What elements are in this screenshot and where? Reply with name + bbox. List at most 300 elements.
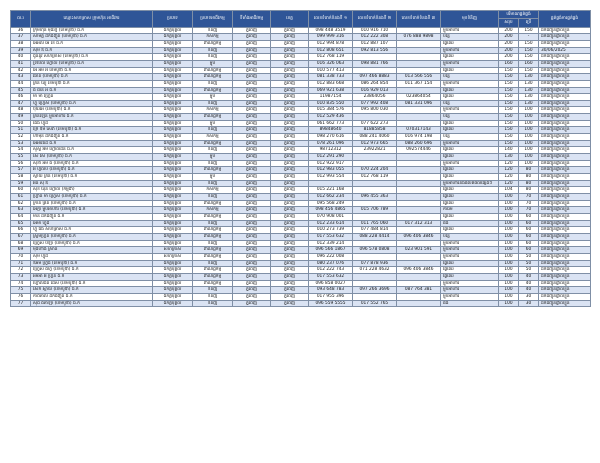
cell-phone2[interactable]: 077 622 273 xyxy=(353,120,397,127)
cell-phone1[interactable]: 98712312 xyxy=(309,147,353,154)
cell-phone3[interactable] xyxy=(397,67,441,74)
table-row[interactable] xyxy=(11,233,591,240)
cell-phone3[interactable] xyxy=(397,293,441,300)
cell-type[interactable]: ឯកត្តបុគ្គល xyxy=(153,80,193,87)
cell-qty-a[interactable]: 150 xyxy=(499,87,519,94)
cell-phone3[interactable]: 023 901 591 xyxy=(397,247,441,254)
cell-phone1[interactable]: 061 662 773 xyxy=(309,120,353,127)
cell-no[interactable]: 56 xyxy=(11,160,31,167)
cell-qty-a[interactable]: 120 xyxy=(499,167,519,174)
cell-note[interactable]: ដឹកជញ្ជូនផ្ទាល់ខ្លួន xyxy=(539,80,591,87)
cell-qty-b[interactable]: 100 xyxy=(519,107,539,114)
cell-phone3[interactable] xyxy=(397,27,441,34)
cell-sector[interactable]: ទំនិញ xyxy=(193,240,233,247)
cell-name[interactable]: ហ្វ្រេស ធីហ្វី (ខេមបូឌា) ឯ.ក xyxy=(31,267,153,274)
cell-district[interactable]: ភ្នំពេញ xyxy=(233,127,271,134)
cell-phone2[interactable]: 012 973 665 xyxy=(353,140,397,147)
cell-phone1[interactable]: 012 883 668 xyxy=(309,80,353,87)
cell-note[interactable]: ដឹកជញ្ជូនផ្ទាល់ខ្លួន xyxy=(539,194,591,201)
cell-note[interactable]: ដឹកជញ្ជូនផ្ទាល់ខ្លួន xyxy=(539,74,591,81)
cell-location[interactable]: ភ្នំពេញ xyxy=(271,280,309,287)
cell-note[interactable]: ដឹកជញ្ជូនផ្ទាល់ខ្លួន xyxy=(539,27,591,34)
table-row[interactable] xyxy=(11,253,591,260)
cell-district[interactable]: ភ្នំពេញ xyxy=(233,40,271,47)
cell-sector[interactable]: ពាណិជ្ជកម្ម xyxy=(193,253,233,260)
cell-phone3[interactable]: 017 312 313 xyxy=(397,220,441,227)
cell-qty-b[interactable]: 130 xyxy=(519,94,539,101)
cell-sector[interactable]: ទំនិញ xyxy=(193,47,233,54)
cell-name[interactable]: ម៉ុងហ៊ាង ស្រ៊ាន់ xyxy=(31,247,153,254)
cell-no[interactable]: 75 xyxy=(11,287,31,294)
table-row[interactable] xyxy=(11,67,591,74)
cell-name[interactable]: សាមគ្គី ដឹកជញ្ជូន (ខេមបូឌា) ឯ.ក xyxy=(31,34,153,41)
cell-note[interactable]: ដឹកជញ្ជូនផ្ទាល់ខ្លួន xyxy=(539,180,591,187)
cell-sector[interactable]: ពាណិជ្ជកម្ម xyxy=(193,267,233,274)
cell-location[interactable]: ភ្នំពេញ xyxy=(271,114,309,121)
cell-district[interactable]: ភ្នំពេញ xyxy=(233,94,271,101)
cell-phone2[interactable]: 017 552 765 xyxy=(353,300,397,307)
cell-phone3[interactable] xyxy=(397,213,441,220)
cell-qty-b[interactable]: 80 xyxy=(519,187,539,194)
cell-product[interactable]: ម្ហូបអាហារ xyxy=(441,280,499,287)
cell-sector[interactable]: ពាណិជ្ជកម្ម xyxy=(193,233,233,240)
cell-sector[interactable]: ទំនិញ xyxy=(193,180,233,187)
cell-phone1[interactable]: 098 456 4865 xyxy=(309,207,353,214)
cell-type[interactable]: ឯកត្តបុគ្គល xyxy=(153,287,193,294)
cell-no[interactable]: 71 xyxy=(11,260,31,267)
cell-sector[interactable]: ម្ហូប xyxy=(193,120,233,127)
cell-sector[interactable]: កសិកម្ម xyxy=(193,107,233,114)
cell-location[interactable]: ភ្នំពេញ xyxy=(271,167,309,174)
cell-product[interactable]: ផ្លែឈើ xyxy=(441,167,499,174)
cell-location[interactable]: ភ្នំពេញ xyxy=(271,40,309,47)
cell-note[interactable]: ដឹកជញ្ជូនផ្ទាល់ខ្លួន xyxy=(539,114,591,121)
cell-sector[interactable]: ទំនិញ xyxy=(193,160,233,167)
cell-location[interactable]: ភ្នំពេញ xyxy=(271,207,309,214)
cell-location[interactable]: ភ្នំពេញ xyxy=(271,213,309,220)
cell-type[interactable]: ឯកត្តបុគ្គល xyxy=(153,180,193,187)
table-row[interactable] xyxy=(11,160,591,167)
table-row[interactable] xyxy=(11,87,591,94)
cell-type[interactable]: ឯកត្តបុគ្គល xyxy=(153,147,193,154)
cell-note[interactable]: ដឹកជញ្ជូនផ្ទាល់ខ្លួន xyxy=(539,140,591,147)
col-qty-group[interactable]: បរិមាណផ្គត់ផ្គង់ xyxy=(499,11,539,19)
table-row[interactable] xyxy=(11,293,591,300)
cell-district[interactable]: ភ្នំពេញ xyxy=(233,74,271,81)
cell-note[interactable]: ដឹកជញ្ជូនផ្ទាល់ខ្លួន xyxy=(539,160,591,167)
cell-phone3[interactable]: 076 888 9898 xyxy=(397,34,441,41)
cell-type[interactable]: ឯកត្តបុគ្គល xyxy=(153,167,193,174)
cell-sector[interactable]: ពាណិជ្ជកម្ម xyxy=(193,167,233,174)
cell-location[interactable]: ភ្នំពេញ xyxy=(271,220,309,227)
cell-type[interactable]: ឯកត្តបុគ្គល xyxy=(153,87,193,94)
cell-note[interactable]: ដឹកជញ្ជូនផ្ទាល់ខ្លួន xyxy=(539,260,591,267)
cell-phone2[interactable]: 077 992 408 xyxy=(353,100,397,107)
cell-note[interactable]: ដឹកជញ្ជូនផ្ទាល់ខ្លួន xyxy=(539,213,591,220)
cell-type[interactable]: ឯកត្តបុគ្គល xyxy=(153,34,193,41)
cell-product[interactable]: ផ្លែឈើ xyxy=(441,213,499,220)
table-row[interactable] xyxy=(11,107,591,114)
cell-no[interactable]: 60 xyxy=(11,187,31,194)
cell-no[interactable]: 48 xyxy=(11,107,31,114)
cell-phone1[interactable]: 010 835 550 xyxy=(309,100,353,107)
cell-name[interactable]: អ៊ី ហ្វីលីប (ខេមបូឌា) ឯ.ក xyxy=(31,167,153,174)
cell-name[interactable]: អេ អិម អ៊ី ខេមបូឌា ឯ.ក xyxy=(31,67,153,74)
cell-phone3[interactable] xyxy=(397,167,441,174)
cell-qty-a[interactable]: 100 xyxy=(499,227,519,234)
cell-qty-a[interactable]: 150 xyxy=(499,107,519,114)
cell-type[interactable]: ឯកត្តបុគ្គល xyxy=(153,273,193,280)
cell-name[interactable]: អេក្កា ម្ហូបអាហារ (ខេមបូឌា) ឯ.ក xyxy=(31,207,153,214)
cell-note[interactable]: ដឹកជញ្ជូនផ្ទាល់ខ្លួន xyxy=(539,253,591,260)
cell-no[interactable]: 63 xyxy=(11,207,31,214)
cell-note[interactable]: ដឹកជញ្ជូនផ្ទាល់ខ្លួន xyxy=(539,220,591,227)
cell-location[interactable]: ភ្នំពេញ xyxy=(271,140,309,147)
cell-phone1[interactable]: 080 237 076 xyxy=(309,260,353,267)
cell-qty-b[interactable]: 80 xyxy=(519,174,539,181)
cell-name[interactable]: ហាមុនី ដឹកជញ្ជូន ឯ.ក xyxy=(31,134,153,141)
cell-no[interactable]: 51 xyxy=(11,127,31,134)
cell-district[interactable]: ភ្នំពេញ xyxy=(233,140,271,147)
cell-name[interactable]: ស៊ីម ហ្វូដ xyxy=(31,253,153,260)
cell-phone2[interactable]: 095 800 030 xyxy=(353,107,397,114)
cell-type[interactable]: ឯកត្តបុគ្គល xyxy=(153,194,193,201)
cell-phone1[interactable]: 012 994 878 xyxy=(309,40,353,47)
cell-name[interactable]: ងេង ហ្វូដ xyxy=(31,120,153,127)
table-row[interactable] xyxy=(11,174,591,181)
cell-no[interactable]: 77 xyxy=(11,300,31,307)
cell-phone3[interactable] xyxy=(397,207,441,214)
cell-phone1[interactable]: 096 858 0027 xyxy=(309,280,353,287)
cell-name[interactable]: អ៊ិន ស៊ី ឌី xyxy=(31,180,153,187)
cell-no[interactable]: 73 xyxy=(11,273,31,280)
cell-qty-b[interactable]: - xyxy=(519,34,539,41)
cell-no[interactable]: 41 xyxy=(11,60,31,67)
table-row[interactable] xyxy=(11,47,591,54)
cell-district[interactable]: ភ្នំពេញ xyxy=(233,233,271,240)
cell-qty-a[interactable]: 150 xyxy=(499,67,519,74)
cell-sector[interactable]: ពាណិជ្ជកម្ម xyxy=(193,227,233,234)
cell-type[interactable]: ឯកត្តបុគ្គល xyxy=(153,67,193,74)
table-row[interactable] xyxy=(11,280,591,287)
cell-name[interactable]: សេ វីស (ខេមបូឌា) ឯ.ក xyxy=(31,154,153,161)
cell-type[interactable]: ឯកត្តបុគ្គល xyxy=(153,127,193,134)
table-row[interactable] xyxy=(11,127,591,134)
cell-phone2[interactable] xyxy=(353,114,397,121)
cell-phone2[interactable] xyxy=(353,273,397,280)
cell-qty-b[interactable]: 130 xyxy=(519,80,539,87)
cell-location[interactable]: ភ្នំពេញ xyxy=(271,54,309,61)
cell-phone2[interactable]: 088 241 4060 xyxy=(353,134,397,141)
cell-type[interactable]: ឯកត្តបុគ្គល xyxy=(153,187,193,194)
cell-location[interactable]: ភ្នំពេញ xyxy=(271,287,309,294)
cell-name[interactable]: ហ្គោលដិន ដេស (ខេមបូឌា) ឯ.ក xyxy=(31,280,153,287)
cell-phone1[interactable]: 017 553 632 xyxy=(309,233,353,240)
cell-product[interactable]: ផ្លែឈើ xyxy=(441,174,499,181)
table-row[interactable] xyxy=(11,60,591,67)
cell-sector[interactable]: ទំនិញ xyxy=(193,194,233,201)
table-row[interactable] xyxy=(11,147,591,154)
cell-qty-a[interactable]: 150 xyxy=(499,127,519,134)
cell-product[interactable]: ម្ហូបអាហារ xyxy=(441,253,499,260)
cell-qty-a[interactable]: 150 xyxy=(499,140,519,147)
cell-qty-b[interactable]: 100 xyxy=(519,160,539,167)
cell-no[interactable]: 53 xyxy=(11,140,31,147)
cell-phone3[interactable] xyxy=(397,54,441,61)
cell-phone1[interactable]: 010 577 413 xyxy=(309,67,353,74)
cell-note[interactable]: ដឹកជញ្ជូនផ្ទាល់ខ្លួន xyxy=(539,100,591,107)
cell-product[interactable]: ផង xyxy=(441,300,499,307)
cell-sector[interactable]: ទំនិញ xyxy=(193,147,233,154)
cell-phone1[interactable]: 012 339 214 xyxy=(309,240,353,247)
cell-name[interactable]: ធី ធាន អិ ឯ.ក xyxy=(31,87,153,94)
cell-qty-b[interactable]: 60 xyxy=(519,240,539,247)
cell-qty-b[interactable]: 60 xyxy=(519,227,539,234)
cell-sector[interactable]: ទំនិញ xyxy=(193,260,233,267)
cell-phone1[interactable]: 096 566 1867 xyxy=(309,247,353,254)
cell-no[interactable]: 67 xyxy=(11,233,31,240)
cell-phone2[interactable] xyxy=(353,280,397,287)
table-row[interactable] xyxy=(11,194,591,201)
cell-phone3[interactable] xyxy=(397,180,441,187)
table-row[interactable] xyxy=(11,154,591,161)
cell-product[interactable]: ម្ហូបអាហារ xyxy=(441,140,499,147)
cell-phone1[interactable]: 098 270 616 xyxy=(309,134,353,141)
cell-name[interactable]: ជូននូវ សហគ្រាស (ខេមបូឌា) ឯ.ក xyxy=(31,54,153,61)
cell-qty-b[interactable]: 150 xyxy=(519,40,539,47)
cell-phone1[interactable]: 012 808 651 xyxy=(309,47,353,54)
cell-phone2[interactable] xyxy=(353,54,397,61)
cell-district[interactable]: ភ្នំពេញ xyxy=(233,54,271,61)
cell-phone2[interactable]: 086 264 854 xyxy=(353,80,397,87)
cell-district[interactable]: ភ្នំពេញ xyxy=(233,154,271,161)
cell-no[interactable]: 37 xyxy=(11,34,31,41)
cell-qty-b[interactable]: 100 xyxy=(519,134,539,141)
cell-phone3[interactable] xyxy=(397,120,441,127)
cell-phone2[interactable]: 097 466 8883 xyxy=(353,74,397,81)
cell-product[interactable]: ផ្លែឈើ xyxy=(441,194,499,201)
table-row[interactable] xyxy=(11,187,591,194)
cell-phone2[interactable] xyxy=(353,154,397,161)
cell-qty-a[interactable]: 120 xyxy=(499,180,519,187)
cell-phone3[interactable] xyxy=(397,160,441,167)
cell-phone1[interactable]: 096 222 008 xyxy=(309,253,353,260)
cell-location[interactable]: ភ្នំពេញ xyxy=(271,100,309,107)
cell-phone1[interactable]: 069 921 638 xyxy=(309,87,353,94)
cell-note[interactable]: ដឹកជញ្ជូនផ្ទាល់ខ្លួន xyxy=(539,67,591,74)
cell-district[interactable]: ភ្នំពេញ xyxy=(233,167,271,174)
cell-note[interactable]: ដឹកជញ្ជូនផ្ទាល់ខ្លួន xyxy=(539,187,591,194)
cell-phone2[interactable] xyxy=(353,160,397,167)
cell-sector[interactable]: ពាណិជ្ជកម្ម xyxy=(193,273,233,280)
cell-location[interactable]: ភ្នំពេញ xyxy=(271,253,309,260)
cell-location[interactable]: ភ្នំពេញ xyxy=(271,107,309,114)
cell-district[interactable]: ភ្នំពេញ xyxy=(233,114,271,121)
cell-qty-b[interactable]: 40 xyxy=(519,280,539,287)
cell-district[interactable]: ភ្នំពេញ xyxy=(233,207,271,214)
cell-type[interactable]: ឯកត្តបុគ្គល xyxy=(153,160,193,167)
cell-type[interactable]: ឯកត្តបុគ្គល xyxy=(153,100,193,107)
cell-product[interactable]: ម្ហូបអាហារ xyxy=(441,47,499,54)
cell-type[interactable]: ឯកត្តបុគ្គល xyxy=(153,140,193,147)
cell-qty-a[interactable]: 100 xyxy=(499,253,519,260)
cell-qty-b[interactable]: 130 xyxy=(519,87,539,94)
cell-sector[interactable]: ទំនិញ xyxy=(193,80,233,87)
cell-qty-b[interactable]: 100 xyxy=(519,114,539,121)
cell-district[interactable]: ភ្នំពេញ xyxy=(233,120,271,127)
cell-qty-a[interactable]: 200 xyxy=(499,27,519,34)
cell-phone1[interactable]: 099 999 316 xyxy=(309,34,353,41)
cell-type[interactable]: ឯកត្តបុគ្គល xyxy=(153,300,193,307)
cell-no[interactable]: 68 xyxy=(11,240,31,247)
cell-qty-a[interactable]: 200 xyxy=(499,54,519,61)
cell-phone3[interactable]: 092574446 xyxy=(397,147,441,154)
cell-name[interactable]: អិមអា អ៊ី ហ្គ្រីន ឯ.ក xyxy=(31,273,153,280)
cell-note[interactable]: ដឹកជញ្ជូនផ្ទាល់ខ្លួន xyxy=(539,40,591,47)
cell-type[interactable]: ឯកត្តបុគ្គល xyxy=(153,114,193,121)
cell-qty-a[interactable]: 100 xyxy=(499,200,519,207)
cell-location[interactable]: ភ្នំពេញ xyxy=(271,240,309,247)
cell-no[interactable]: 54 xyxy=(11,147,31,154)
cell-qty-b[interactable]: 160 xyxy=(519,60,539,67)
table-row[interactable] xyxy=(11,227,591,234)
cell-district[interactable]: ភ្នំពេញ xyxy=(233,147,271,154)
cell-name[interactable]: ក្រាន់ គ្រីន (ខេមបូឌា) ឯ.ក xyxy=(31,200,153,207)
cell-sector[interactable]: ម្ហូប xyxy=(193,60,233,67)
cell-district[interactable]: ភ្នំពេញ xyxy=(233,213,271,220)
cell-phone2[interactable]: 016 929 013 xyxy=(353,87,397,94)
cell-qty-a[interactable]: 100 xyxy=(499,280,519,287)
cell-product[interactable]: ម្ហូបអាហារ xyxy=(441,160,499,167)
cell-name[interactable]: ឌីអឹម ហ្វ្រ៊ីដ (ខេមបូឌា) ឯ.ក xyxy=(31,260,153,267)
cell-qty-b[interactable]: 100 xyxy=(519,140,539,147)
cell-type[interactable]: ឯកត្តបុគ្គល xyxy=(153,74,193,81)
cell-district[interactable]: ភ្នំពេញ xyxy=(233,60,271,67)
cell-location[interactable]: ភ្នំពេញ xyxy=(271,147,309,154)
cell-district[interactable]: ភ្នំពេញ xyxy=(233,287,271,294)
cell-sector[interactable]: ពាណិជ្ជកម្ម xyxy=(193,114,233,121)
cell-qty-a[interactable]: 120 xyxy=(499,174,519,181)
cell-note[interactable]: ដឹកជញ្ជូនផ្ទាល់ខ្លួន xyxy=(539,134,591,141)
cell-phone3[interactable] xyxy=(397,174,441,181)
table-row[interactable] xyxy=(11,54,591,61)
cell-qty-a[interactable]: 100 xyxy=(499,267,519,274)
table-row[interactable] xyxy=(11,273,591,280)
cell-name[interactable]: ស៊ីម ឌី ឯ.ក xyxy=(31,47,153,54)
cell-phone3[interactable] xyxy=(397,253,441,260)
cell-location[interactable]: ភ្នំពេញ xyxy=(271,74,309,81)
cell-phone3[interactable]: 088 260 696 xyxy=(397,140,441,147)
cell-note[interactable]: ដឹកជញ្ជូនផ្ទាល់ខ្លួន xyxy=(539,174,591,181)
cell-phone1[interactable]: 015 221 168 xyxy=(309,187,353,194)
cell-qty-b[interactable]: 60 xyxy=(519,247,539,254)
cell-phone2[interactable]: 23864056 xyxy=(353,94,397,101)
cell-no[interactable]: 45 xyxy=(11,87,31,94)
cell-name[interactable]: ហ្គ្រាន ម៉ា ហ្វ្រេស (ខេមបូឌា) ឯ.ក xyxy=(31,194,153,201)
cell-phone1[interactable]: 012 291 290 xyxy=(309,154,353,161)
cell-qty-b[interactable]: 30 xyxy=(519,300,539,307)
cell-qty-b[interactable]: 70 xyxy=(519,194,539,201)
cell-phone2[interactable] xyxy=(353,187,397,194)
cell-location[interactable]: ភ្នំពេញ xyxy=(271,87,309,94)
cell-qty-a[interactable]: 100 xyxy=(499,233,519,240)
cell-product[interactable]: ផ្លែឈើ xyxy=(441,260,499,267)
cell-type[interactable]: ឯកត្តបុគ្គល xyxy=(153,54,193,61)
cell-product[interactable]: ផ្លែឈើ xyxy=(441,54,499,61)
cell-district[interactable]: ភ្នំពេញ xyxy=(233,107,271,114)
cell-product[interactable]: ម្ហូបអាហារ xyxy=(441,60,499,67)
cell-type[interactable]: ឯកត្តបុគ្គល xyxy=(153,120,193,127)
cell-note[interactable]: ដឹកជញ្ជូនផ្ទាល់ខ្លួន xyxy=(539,293,591,300)
cell-district[interactable]: ភ្នំពេញ xyxy=(233,253,271,260)
cell-location[interactable]: ភ្នំពេញ xyxy=(271,174,309,181)
cell-no[interactable]: 49 xyxy=(11,114,31,121)
cell-qty-a[interactable]: 140 xyxy=(499,147,519,154)
cell-district[interactable]: ភ្នំពេញ xyxy=(233,187,271,194)
cell-product[interactable]: ម្ហូបអាហារ xyxy=(441,27,499,34)
cell-sector[interactable]: ពាណិជ្ជកម្ម xyxy=(193,40,233,47)
cell-no[interactable]: 40 xyxy=(11,54,31,61)
cell-phone2[interactable]: 096 578 0808 xyxy=(353,247,397,254)
cell-type[interactable]: ឯកត្តបុគ្គល xyxy=(153,27,193,34)
cell-phone2[interactable]: 015 706 789 xyxy=(353,207,397,214)
cell-product[interactable]: ផ្លែឈើ xyxy=(441,273,499,280)
cell-qty-a[interactable]: 100 xyxy=(499,293,519,300)
cell-phone1[interactable]: 078 261 096 xyxy=(309,140,353,147)
cell-sector[interactable]: ពាណិជ្ជកម្ម xyxy=(193,200,233,207)
cell-type[interactable]: ឯកត្តបុគ្គល xyxy=(153,293,193,300)
cell-sector[interactable]: ទំនិញ xyxy=(193,100,233,107)
cell-name[interactable]: អេម៉ា ហ្វូដ xyxy=(31,220,153,227)
table-row[interactable] xyxy=(11,240,591,247)
cell-district[interactable]: ភ្នំពេញ xyxy=(233,80,271,87)
cell-district[interactable]: ភ្នំពេញ xyxy=(233,267,271,274)
cell-district[interactable]: ភ្នំពេញ xyxy=(233,260,271,267)
cell-name[interactable]: អេអិល អេ ខេ ឯ.ក xyxy=(31,40,153,47)
table-row[interactable] xyxy=(11,40,591,47)
cell-phone1[interactable]: 012 662 234 xyxy=(309,194,353,201)
cell-phone1[interactable]: 081 338 733 xyxy=(309,74,353,81)
cell-location[interactable]: ភ្នំពេញ xyxy=(271,233,309,240)
cell-note[interactable]: 30/06/2025 xyxy=(539,47,591,54)
cell-phone2[interactable] xyxy=(353,240,397,247)
cell-phone2[interactable]: 070 224 204 xyxy=(353,167,397,174)
cell-qty-a[interactable]: 100 xyxy=(499,220,519,227)
cell-qty-b[interactable]: 80 xyxy=(519,167,539,174)
cell-no[interactable]: 43 xyxy=(11,74,31,81)
cell-phone3[interactable]: 023864054 xyxy=(397,94,441,101)
cell-sector[interactable]: ពាណិជ្ជកម្ម xyxy=(193,213,233,220)
table-row[interactable] xyxy=(11,180,591,187)
cell-product[interactable]: ផ្លែឈើ xyxy=(441,40,499,47)
cell-phone3[interactable] xyxy=(397,200,441,207)
cell-note[interactable]: ដឹកជញ្ជូនផ្ទាល់ខ្លួន xyxy=(539,107,591,114)
cell-phone1[interactable]: 017 553 632 xyxy=(309,273,353,280)
cell-phone1[interactable]: 012 768 119 xyxy=(309,54,353,61)
cell-qty-a[interactable]: 130 xyxy=(499,154,519,161)
cell-phone2[interactable]: 092 813 556 xyxy=(353,47,397,54)
cell-product[interactable]: បន្លែ xyxy=(441,34,499,41)
cell-qty-b[interactable]: 30 xyxy=(519,293,539,300)
cell-name[interactable]: ប៊ុយអេ (ខេមបូឌា) ឯ.ក xyxy=(31,107,153,114)
cell-qty-b[interactable]: 50 xyxy=(519,253,539,260)
cell-name[interactable]: ម៉ា ម៉ា ហ្គ្រេន xyxy=(31,94,153,101)
col-type[interactable]: ប្រភេទ xyxy=(153,11,193,28)
cell-no[interactable]: 65 xyxy=(11,220,31,227)
cell-phone2[interactable]: 010 916 710 xyxy=(353,27,397,34)
cell-no[interactable]: 69 xyxy=(11,247,31,254)
cell-district[interactable]: ភ្នំពេញ xyxy=(233,160,271,167)
